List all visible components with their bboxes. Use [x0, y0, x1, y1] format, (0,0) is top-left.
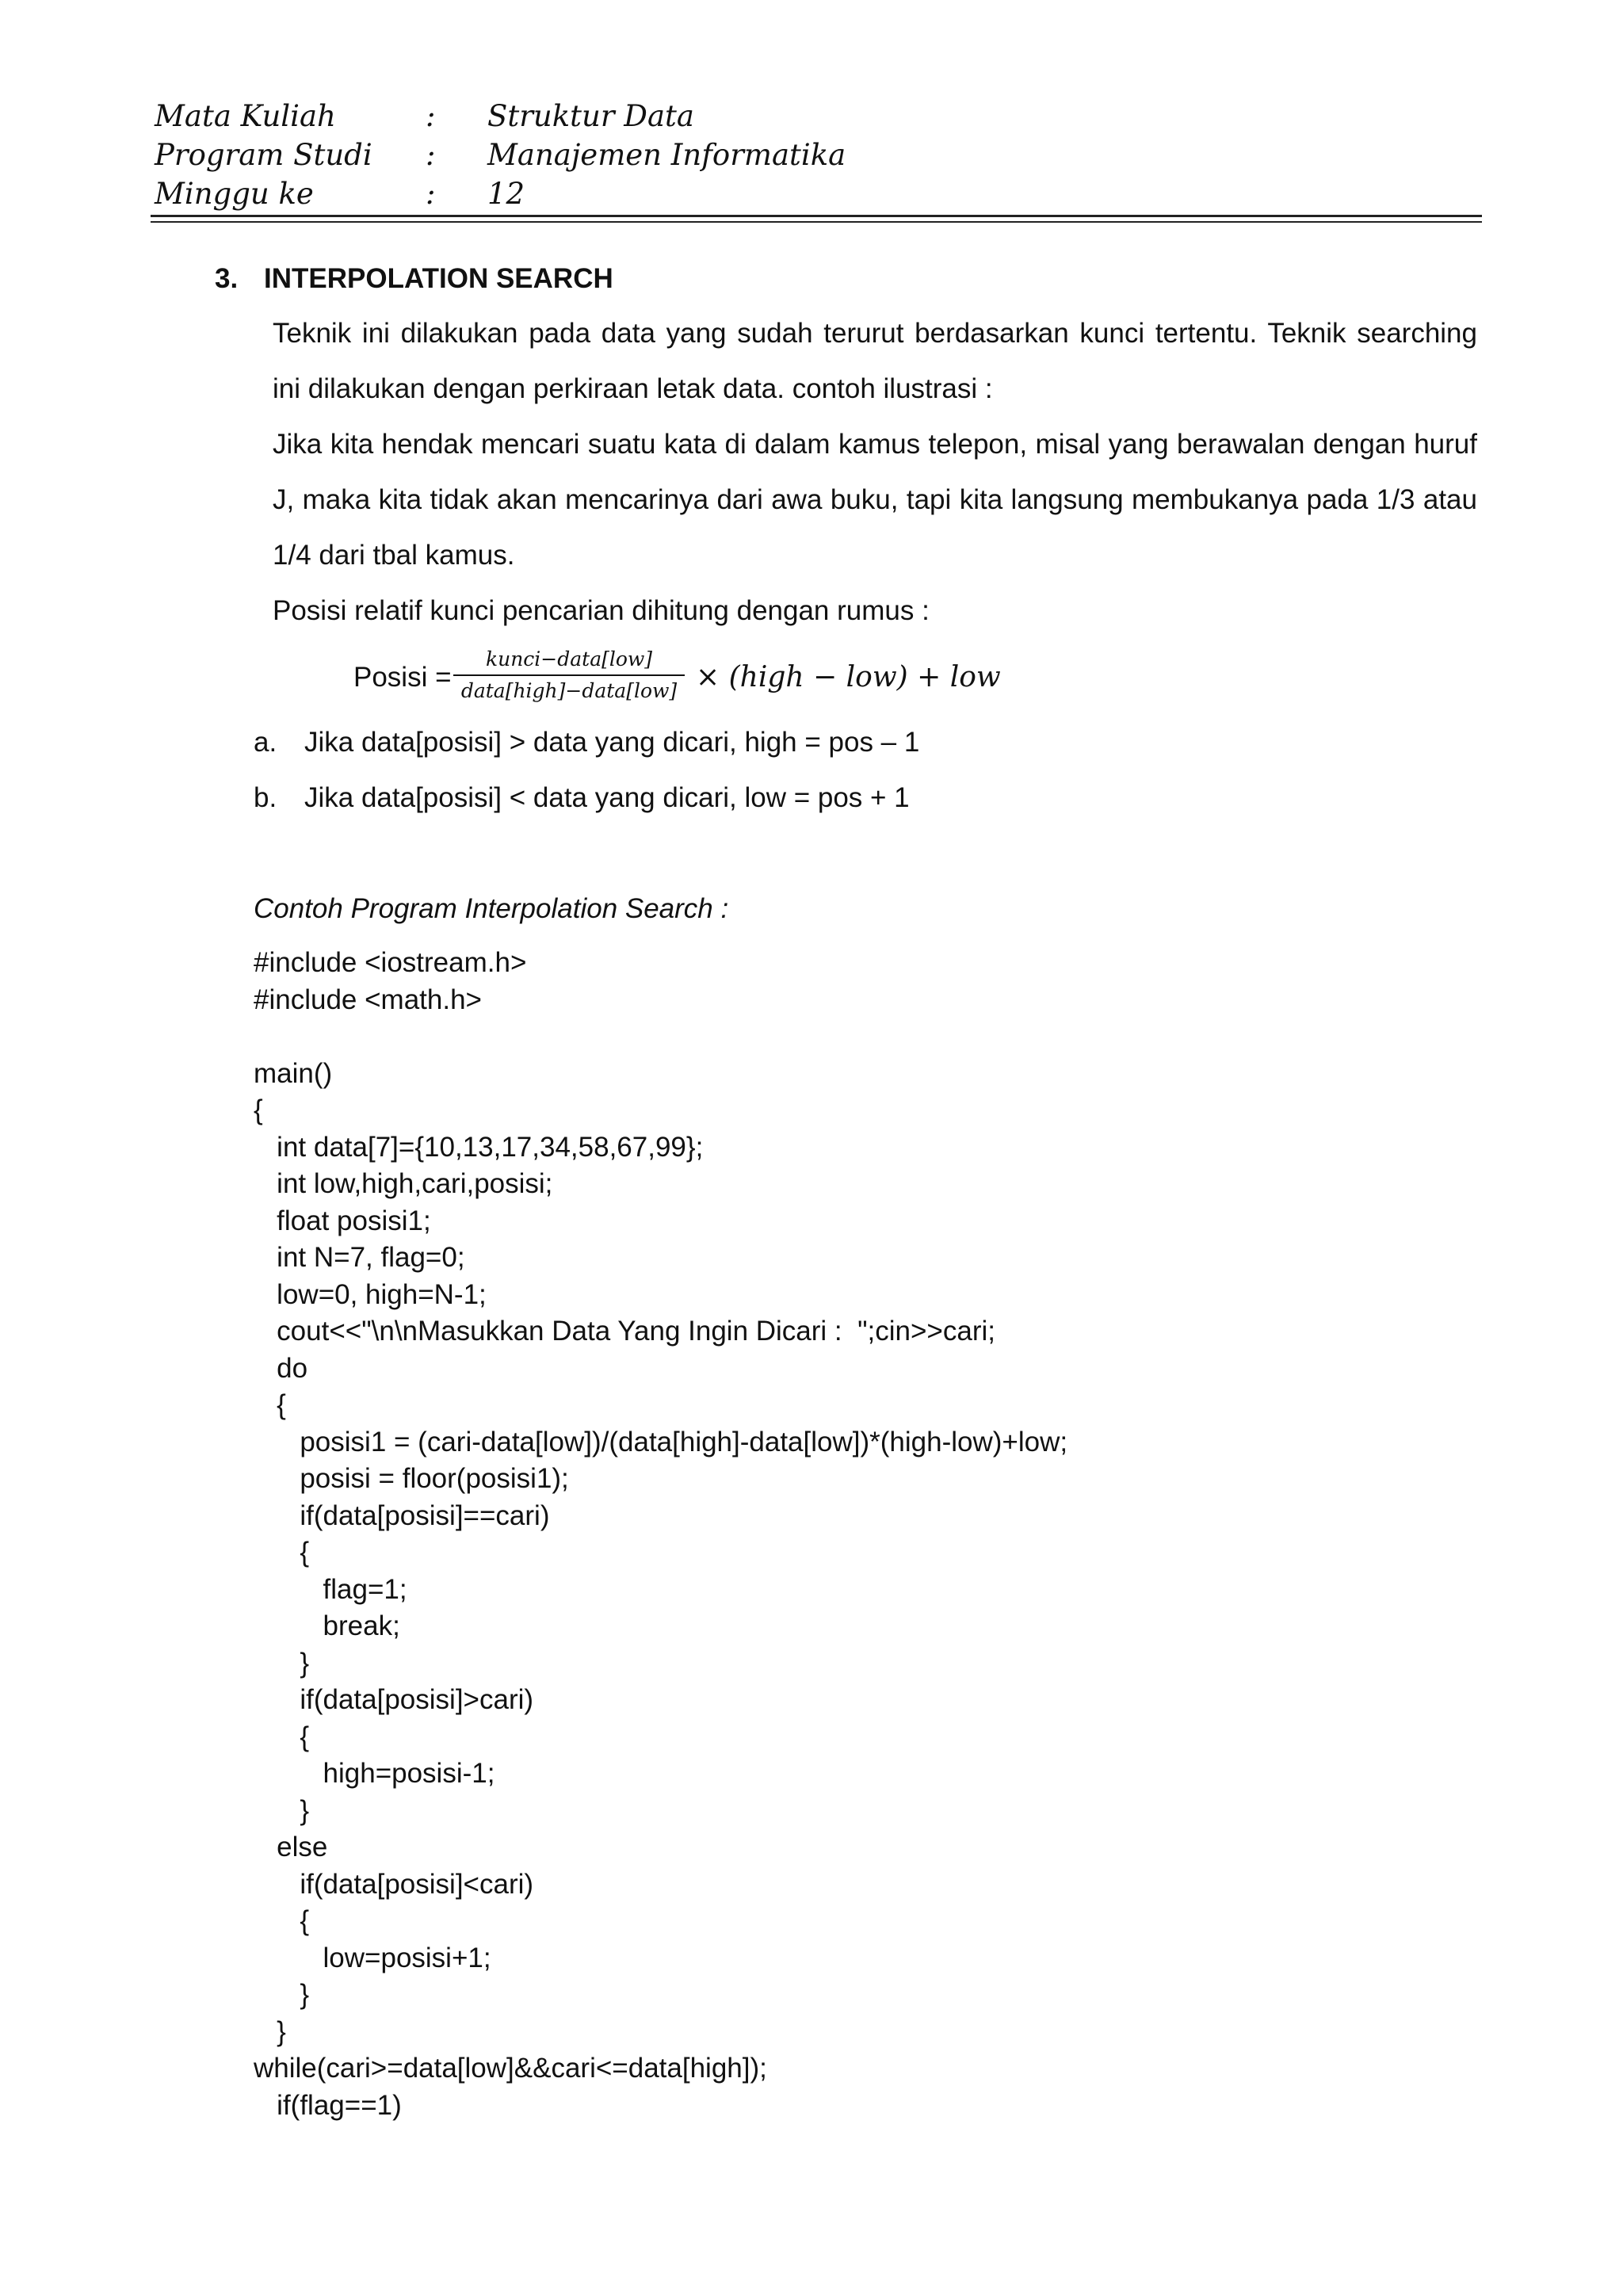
paragraph-line: 1/4 dari tbal kamus.	[273, 540, 515, 571]
code-line: #include <iostream.h>	[254, 947, 527, 978]
paragraph-line: Jika kita hendak mencari suatu kata di dalam kamus telepon, misal yang berawalan dengan huruf	[273, 429, 1477, 460]
code-line: {	[254, 1905, 310, 1936]
code-line: if(flag==1)	[254, 2089, 402, 2121]
header-colon: :	[426, 177, 436, 211]
code-line	[254, 1018, 1067, 1056]
rule-marker: a.	[254, 727, 277, 758]
code-line: int low,high,cari,posisi;	[254, 1168, 553, 1199]
code-line: int data[7]={10,13,17,34,58,67,99};	[254, 1131, 704, 1163]
code-line: {	[254, 1095, 263, 1125]
rule-text: Jika data[posisi] > data yang dicari, high = pos – 1	[304, 727, 920, 758]
formula-numerator: kunci−data[low]	[485, 648, 653, 670]
rule-text: Jika data[posisi] < data yang dicari, low = pos + 1	[304, 782, 910, 813]
code-line: if(data[posisi]==cari)	[254, 1499, 550, 1531]
header-colon: :	[426, 138, 436, 172]
example-title: Contoh Program Interpolation Search :	[254, 893, 729, 924]
code-line: high=posisi-1;	[254, 1758, 495, 1789]
formula-label: Posisi =	[353, 662, 452, 693]
code-line: }	[254, 2015, 286, 2047]
header-value: Struktur Data	[487, 99, 694, 133]
code-line: posisi1 = (cari-data[low])/(data[high]-data[low])*(high-low)+low;	[254, 1426, 1068, 1457]
code-line: cout<<"\n\nMasukkan Data Yang Ingin Dicari : ";cin>>cari;	[254, 1316, 995, 1347]
code-line: }	[254, 1794, 310, 1826]
fraction-bar	[453, 674, 685, 676]
code-line: {	[254, 1389, 286, 1420]
code-line: if(data[posisi]>cari)	[254, 1684, 534, 1715]
code-listing	[254, 945, 1067, 2124]
code-line: posisi = floor(posisi1);	[254, 1463, 569, 1494]
code-line: main()	[254, 1057, 333, 1089]
rule-marker: b.	[254, 782, 277, 813]
code-line: }	[254, 1647, 310, 1679]
header-key: Mata Kuliah	[155, 99, 336, 133]
header-colon: :	[426, 99, 436, 133]
header-key: Program Studi	[155, 138, 372, 172]
code-line: if(data[posisi]<cari)	[254, 1868, 534, 1900]
paragraph-line: Teknik ini dilakukan pada data yang sudah terurut berdasarkan kunci tertentu. Teknik searching	[273, 318, 1477, 349]
paragraph-line: J, maka kita tidak akan mencarinya dari awa buku, tapi kita langsung membukanya pada 1/3 atau	[273, 484, 1477, 515]
header-value: Manajemen Informatika	[487, 138, 846, 172]
formula-rest: × (high − low) + low	[696, 661, 1001, 693]
code-line: break;	[254, 1610, 400, 1641]
code-line: flag=1;	[254, 1573, 407, 1605]
header-divider-thin	[151, 221, 1482, 223]
section-number: 3.	[215, 263, 239, 294]
code-line: {	[254, 1721, 310, 1752]
code-line: low=posisi+1;	[254, 1942, 491, 1973]
code-line: }	[254, 1979, 310, 2010]
header-divider-thick	[151, 215, 1482, 217]
code-line: int N=7, flag=0;	[254, 1242, 465, 1273]
formula-fraction	[450, 646, 688, 705]
code-line: else	[254, 1832, 328, 1862]
code-line: {	[254, 1537, 310, 1568]
paragraph-line: Posisi relatif kunci pencarian dihitung dengan rumus :	[273, 595, 930, 626]
header-key: Minggu ke	[155, 177, 314, 211]
formula-denominator: data[high]−data[low]	[460, 679, 678, 702]
code-line: #include <math.h>	[254, 984, 482, 1015]
section-title: INTERPOLATION SEARCH	[264, 263, 613, 294]
paragraph-line: ini dilakukan dengan perkiraan letak data. contoh ilustrasi :	[273, 373, 993, 404]
code-line: do	[254, 1352, 308, 1384]
code-line: while(cari>=data[low]&&cari<=data[high]);	[254, 2053, 767, 2084]
header-value: 12	[487, 177, 525, 211]
code-line: low=0, high=N-1;	[254, 1278, 487, 1310]
code-line: float posisi1;	[254, 1205, 431, 1236]
